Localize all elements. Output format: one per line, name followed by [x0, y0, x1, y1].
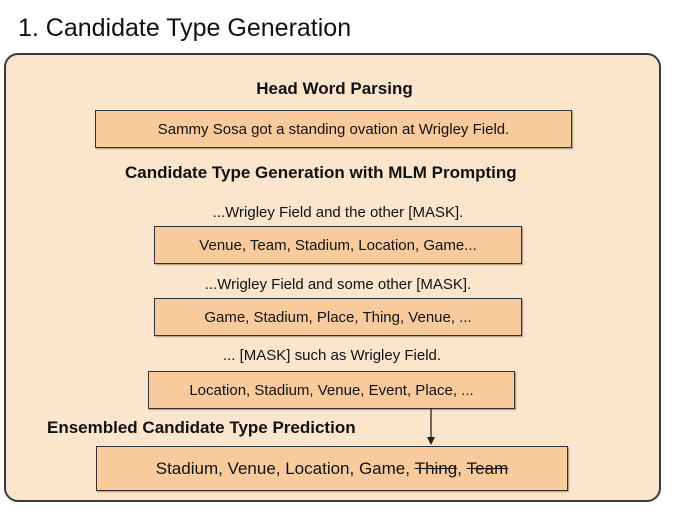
candidates-1-text: Venue, Team, Stadium, Location, Game... — [199, 236, 477, 254]
candidates-box-2 — [154, 298, 522, 336]
mlm-heading: Candidate Type Generation with MLM Prompting — [125, 163, 517, 182]
kept-types: Stadium, Venue, Location, Game, — [155, 458, 415, 478]
ensemble-heading: Ensembled Candidate Type Prediction — [47, 418, 356, 437]
down-arrow-icon — [425, 408, 437, 446]
candidates-2-text: Game, Stadium, Place, Thing, Venue, ... — [204, 308, 472, 326]
sentence-box — [95, 110, 572, 148]
separator: , — [457, 458, 467, 478]
removed-type-thing: Thing — [414, 458, 458, 478]
candidates-3-text: Location, Stadium, Venue, Event, Place, ... — [189, 381, 474, 399]
sentence-text: Sammy Sosa got a standing ovation at Wrigley Field. — [157, 120, 510, 138]
candidates-box-3 — [148, 371, 515, 409]
head-word-heading: Head Word Parsing — [256, 79, 413, 98]
prompt-3-text: ... [MASK] such as Wrigley Field. — [222, 347, 442, 364]
prompt-1-text: ...Wrigley Field and the other [MASK]. — [212, 204, 464, 221]
final-prediction-box — [96, 446, 568, 491]
candidates-box-1 — [154, 226, 522, 264]
removed-type-team: Team — [466, 458, 509, 478]
diagram-title: 1. Candidate Type Generation — [18, 14, 352, 42]
prompt-2-text: ...Wrigley Field and some other [MASK]. — [204, 276, 472, 293]
